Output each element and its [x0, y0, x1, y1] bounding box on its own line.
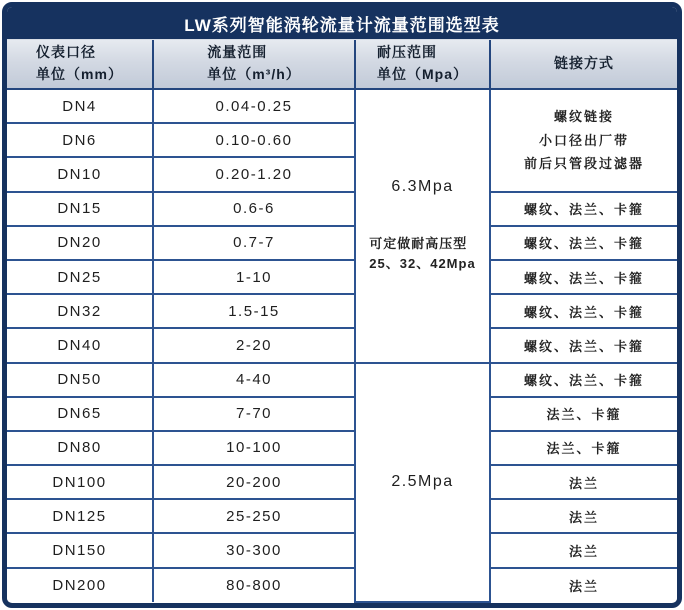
diameter-cell: DN80 [7, 431, 153, 465]
diameter-cell: DN32 [7, 294, 153, 328]
table-container [7, 40, 677, 603]
table-row [7, 431, 677, 465]
connection-cell: 法兰、卡箍 [490, 431, 677, 465]
flow-range-table [7, 40, 677, 603]
connection-cell: 螺纹、法兰、卡箍 [490, 192, 677, 226]
pressure-value: 2.5Mpa [391, 473, 454, 491]
header-pressure [355, 40, 490, 89]
pressure-cell-63mpa [355, 89, 490, 363]
flow-cell: 1-10 [153, 260, 355, 294]
diameter-cell: DN150 [7, 533, 153, 567]
flow-cell: 25-250 [153, 499, 355, 533]
diameter-cell: DN100 [7, 465, 153, 499]
header-flow-line2: 单位（m³/h） [207, 66, 301, 82]
table-row [7, 89, 677, 123]
diameter-cell: DN10 [7, 157, 153, 191]
table-row [7, 260, 677, 294]
table-row [7, 294, 677, 328]
table-row [7, 192, 677, 226]
connection-cell: 法兰 [490, 499, 677, 533]
flow-cell: 0.6-6 [153, 192, 355, 226]
table-title: LW系列智能涡轮流量计流量范围选型表 [7, 7, 677, 40]
flow-cell: 0.04-0.25 [153, 89, 355, 123]
connection-cell: 螺纹、法兰、卡箍 [490, 363, 677, 397]
flow-cell: 30-300 [153, 533, 355, 567]
selection-table-frame [2, 2, 682, 608]
diameter-cell: DN6 [7, 123, 153, 157]
pressure-value: 6.3Mpa [391, 178, 454, 196]
connection-cell: 法兰 [490, 465, 677, 499]
connection-cell: 法兰 [490, 533, 677, 567]
table-row [7, 533, 677, 567]
header-flow [153, 40, 355, 89]
pressure-cell-25mpa [355, 363, 490, 603]
pressure-note-line1: 可定做耐高压型 [369, 236, 468, 252]
connection-line3: 前后只管段过滤器 [523, 155, 644, 171]
table-row [7, 328, 677, 362]
table-row [7, 499, 677, 533]
header-pressure-line2: 单位（Mpa） [377, 66, 468, 82]
table-row [7, 465, 677, 499]
flow-cell: 4-40 [153, 363, 355, 397]
flow-cell: 2-20 [153, 328, 355, 362]
flow-cell: 0.20-1.20 [153, 157, 355, 191]
diameter-cell: DN125 [7, 499, 153, 533]
diameter-cell: DN50 [7, 363, 153, 397]
header-diameter [7, 40, 153, 89]
flow-cell: 20-200 [153, 465, 355, 499]
connection-cell: 螺纹、法兰、卡箍 [490, 226, 677, 260]
diameter-cell: DN15 [7, 192, 153, 226]
table-row [7, 568, 677, 602]
flow-cell: 1.5-15 [153, 294, 355, 328]
pressure-note [369, 234, 475, 273]
connection-cell: 法兰、卡箍 [490, 397, 677, 431]
connection-line1: 螺纹链接 [553, 109, 614, 125]
diameter-cell: DN25 [7, 260, 153, 294]
connection-cell: 螺纹、法兰、卡箍 [490, 294, 677, 328]
flow-cell: 0.10-0.60 [153, 123, 355, 157]
connection-cell: 法兰 [490, 568, 677, 602]
diameter-cell: DN4 [7, 89, 153, 123]
table-row [7, 226, 677, 260]
flow-cell: 7-70 [153, 397, 355, 431]
header-connection-line1: 链接方式 [554, 55, 614, 72]
connection-line2: 小口径出厂带 [538, 132, 629, 148]
header-diameter-line2: 单位（mm） [36, 66, 123, 82]
connection-cell: 螺纹、法兰、卡箍 [490, 260, 677, 294]
header-diameter-line1: 仪表口径 [36, 44, 97, 61]
diameter-cell: DN65 [7, 397, 153, 431]
flow-cell: 10-100 [153, 431, 355, 465]
diameter-cell: DN200 [7, 568, 153, 602]
header-connection [490, 40, 677, 89]
diameter-cell: DN20 [7, 226, 153, 260]
table-row [7, 363, 677, 397]
connection-cell: 螺纹、法兰、卡箍 [490, 328, 677, 362]
header-flow-line1: 流量范围 [207, 44, 268, 61]
flow-cell: 80-800 [153, 568, 355, 602]
header-pressure-line1: 耐压范围 [377, 44, 437, 61]
flow-cell: 0.7-7 [153, 226, 355, 260]
diameter-cell: DN40 [7, 328, 153, 362]
table-row [7, 397, 677, 431]
connection-cell-small-bore [490, 89, 677, 192]
header-row [7, 40, 677, 89]
pressure-note-line2: 25、32、42Mpa [369, 255, 476, 271]
